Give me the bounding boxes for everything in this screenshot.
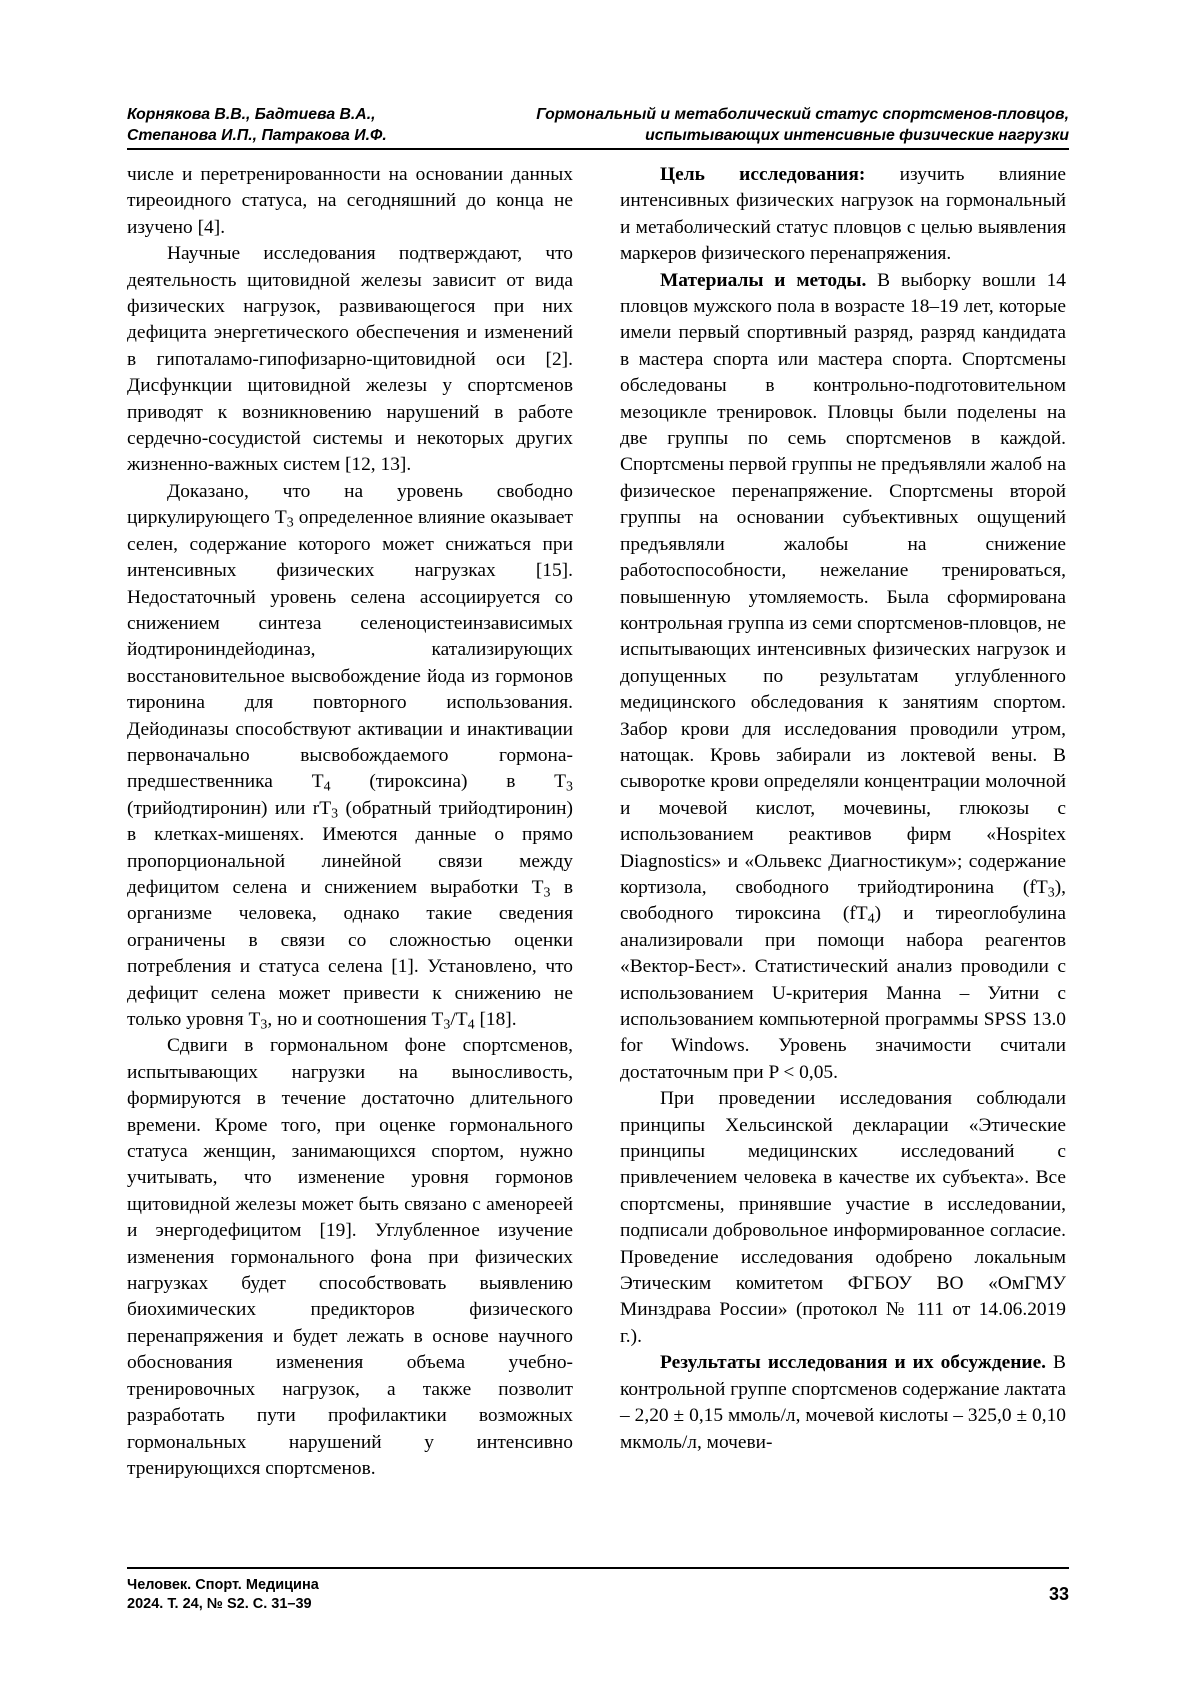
results-heading: Результаты исследования и их обсуждение. (660, 1352, 1047, 1374)
header-authors (127, 104, 387, 146)
page-number: 33 (1048, 1584, 1069, 1604)
paragraph-methods: Материалы и методы. В выборку вошли 14 пловцов мужского пола в возрасте 18–19 лет, которые имели первый спортивный разряд, разряд кандидата в мастера спорта или мастера спорта. Спортсмены обследованы в контрольно-подготовительном мезоцикле тренировок. Пловцы были поделены на две группы по семь спортсменов в каждой. Спортсмены первой группы не предъявляли жалоб на физическое перенапряжение. Спортсмены второй группы на основании субъективных ощущений предъявляли жалобы на снижение работоспособности, нежелание тренироваться, повышенную утомляемость. Была сформирована контрольная группа из семи спортсменов-пловцов, не испытывающих интенсивных физических нагрузок и допущенных по результатам углубленного медицинского обследования к занятиям спортом. Забор крови для исследования проводили утром, натощак. Кровь забирали из локтевой вены. В сыворотке крови определяли концентрации молочной и мочевой кислот, мочевины, глюкозы с использованием реактивов фирм «Hospitex Diagnostics» и «Ольвекс Диагностикум»; содержание кортизола, свободного трийодтиронина $(fТ_3)$, свободного тироксина $(fТ_4)$ и тиреоглобулина анализировали при помощи набора реагентов «Вектор-Бест». Статистический анализ проводили с использованием U-критерия Манна – Уитни с использованием компьютерной программы SPSS 13.0 for Windows. Уровень значимости считали достаточным при P < 0,05. (620, 269, 1067, 1083)
paragraph-ethics: При проведении исследования соблюдали принципы Хельсинской декларации «Этические принципы медицинских исследований с привлечением человека в качестве их субъекта». Все спортсмены, принявшие участие в исследовании, подписали добровольное информированное согласие. Проведение исследования одобрено локальным Этическим комитетом ФГБОУ ВО «ОмГМУ Минздрава России» (протокол № 111 от 14.06.2019 г.). (620, 1088, 1066, 1347)
paragraph-hormonal-shifts: Сдвиги в гормональном фоне спортсменов, испытывающих нагрузки на выносливость, формируются в течение достаточно длительного времени. Кроме того, при оценке гормонального статуса женщин, занимающихся спортом, нужно учитывать, что изменение уровня гормонов щитовидной железы может быть связано с аменореей и энергодефицитом [19]. Углубленное изучение изменения гормонального фона при физических нагрузках будет способствовать выявлению биохимических предикторов физического перенапряжения и будет лежать в основе научного обоснования изменения объема учебно-тренировочных нагрузок, а также позволит разработать пути профилактики возможных гормональных нарушений у интенсивно тренирующихся спортсменов. (127, 1035, 573, 1479)
issue-citation: 2024. Т. 24, № S2. С. 31–39 (127, 1596, 312, 1612)
paragraph-aim: Цель исследования: изучить влияние интенсивных физических нагрузок на гормональный и метаболический статус пловцов с целью выявления маркеров физического перенапряжения. (620, 164, 1067, 265)
right-column (620, 162, 1066, 1456)
paragraph-results: Результаты исследования и их обсуждение. В контрольной группе спортсменов содержание лактата – 2,20 ± 0,15 ммоль/л, мочевой кислоты – 325,0 ± 0,10 мкмоль/л, мочеви- (620, 1352, 1066, 1453)
header-authors-line-2: Степанова И.П., Патракова И.Ф. (127, 127, 387, 144)
journal-name: Человек. Спорт. Медицина (127, 1577, 319, 1593)
aim-heading: Цель исследования: (660, 164, 866, 185)
header-article-title (536, 104, 1069, 146)
paragraph-continuation: числе и перетренированности на основании данных тиреоидного статуса, на сегодняшний до конца не изучено [4]. (127, 164, 573, 238)
footer-citation (127, 1576, 319, 1614)
header-title-line-1: Гормональный и метаболический статус спортсменов-пловцов, (536, 106, 1069, 123)
running-header (127, 104, 1069, 150)
paragraph-thyroid-function: Научные исследования подтверждают, что деятельность щитовидной железы зависит от вида физических нагрузок, развивающегося при них дефицита энергетического обеспечения и изменений в гипоталамо-гипофизарно-щитовидной оси [2]. Дисфункции щитовидной железы у спортсменов приводят к возникновению нарушений в работе сердечно-сосудистой системы и некоторых других жизненно-важных систем [12, 13]. (127, 243, 573, 476)
footer-divider (127, 1567, 1069, 1569)
header-authors-line-1: Корнякова В.В., Бадтиева В.А., (127, 106, 376, 123)
header-title-line-2: испытывающих интенсивные физические нагрузки (645, 127, 1069, 144)
left-column (127, 162, 573, 1482)
paragraph-selenium: Доказано, что на уровень свободно циркулирующего $Т_3$ определенное влияние оказывает селен, содержание которого может снижаться при интенсивных физических нагрузках [15]. Недостаточный уровень селена ассоциируется со снижением синтеза селеноцистеинзависимых йодтирониндейодиназ, катализирующих восстановительное высвобождение йода из гормонов тиронина для повторного использования. Дейодиназы способствуют активации и инактивации первоначально высвобождаемого гормона-предшественника $Т_4$ (тироксина) в $Т_3$ (трийодтиронин) или $rТ_3$ (обратный трийодтиронин) в клетках-мишенях. Имеются данные о прямо пропорциональной линейной связи между дефицитом селена и снижением выработки $Т_3$ в организме человека, однако такие сведения ограничены в связи со сложностью оценки потребления и статуса селена [1]. Установлено, что дефицит селена может привести к снижению не только уровня $Т_3$, но и соотношения $Т_3/Т_4$ [18]. (127, 480, 573, 1033)
methods-heading: Материалы и методы. (660, 269, 867, 291)
